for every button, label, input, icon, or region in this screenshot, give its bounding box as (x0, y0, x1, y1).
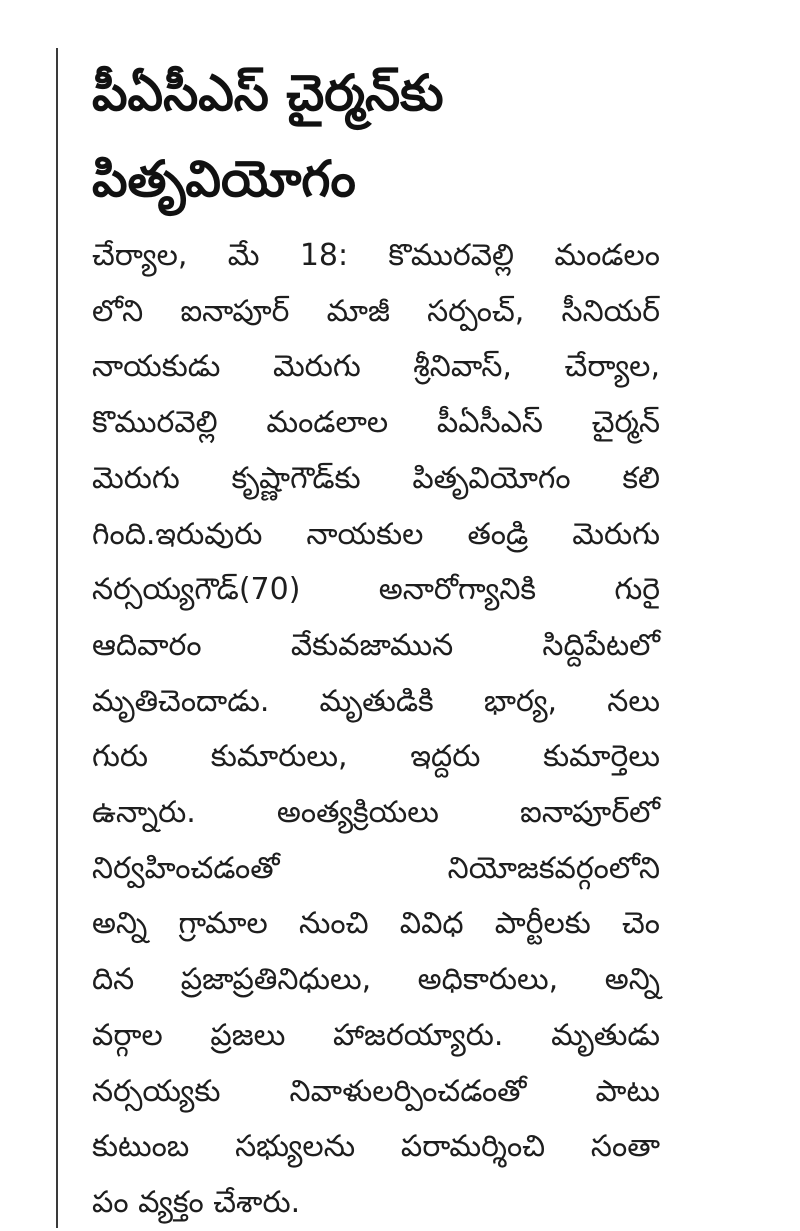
news-article (92, 50, 692, 1231)
article-body (92, 228, 692, 1231)
body-line: నర్సయ్యగౌడ్(70) అనారోగ్యానికి గురై (92, 572, 660, 608)
body-line: కొమురవెల్లి మండలాల పీఏసీఎస్ చైర్మన్ (92, 405, 660, 441)
body-line: మృతిచెందాడు. మృతుడికి భార్య, నలు (92, 683, 660, 719)
body-line: ఆదివారం వేకువజామున సిద్దిపేటలో (92, 627, 660, 663)
body-line: లోని ఐనాపూర్ మాజీ సర్పంచ్, సీనియర్ (92, 293, 660, 329)
article-headline (92, 50, 692, 222)
body-line: నిర్వహించడంతో నియోజకవర్గంలోని (92, 850, 660, 886)
body-line: నాయకుడు మెరుగు శ్రీనివాస్, చేర్యాల, (92, 349, 660, 385)
body-line: ఉన్నారు. అంత్యక్రియలు ఐనాపూర్‌లో (92, 795, 660, 831)
headline-line-2: పితృవియోగం (92, 150, 356, 208)
body-line: చేర్యాల, మే 18: కొమురవెల్లి మండలం (92, 238, 660, 273)
body-line: మెరుగు కృష్ణాగౌడ్‌కు పితృవియోగం కలి (92, 460, 660, 496)
body-line: కుటుంబ సభ్యులను పరామర్శించి సంతా (92, 1129, 660, 1165)
body-line-last: పం వ్యక్తం చేశారు. (92, 1184, 301, 1220)
body-line: నర్సయ్యకు నివాళులర్పించడంతో పాటు (92, 1073, 660, 1109)
column-divider (56, 48, 58, 1228)
body-line: గింది.ఇరువురు నాయకుల తండ్రి మెరుగు (92, 516, 660, 552)
body-line: గురు కుమారులు, ఇద్దరు కుమార్తెలు (92, 739, 660, 775)
body-line: దిన ప్రజాప్రతినిధులు, అధికారులు, అన్ని (92, 962, 660, 998)
body-line: వర్గాల ప్రజలు హాజరయ్యారు. మృతుడు (92, 1017, 660, 1053)
headline-line-1: పీఏసీఎస్ చైర్మన్‌కు (92, 64, 444, 122)
body-line: అన్ని గ్రామాల నుంచి వివిధ పార్టీలకు చెం (92, 906, 660, 942)
